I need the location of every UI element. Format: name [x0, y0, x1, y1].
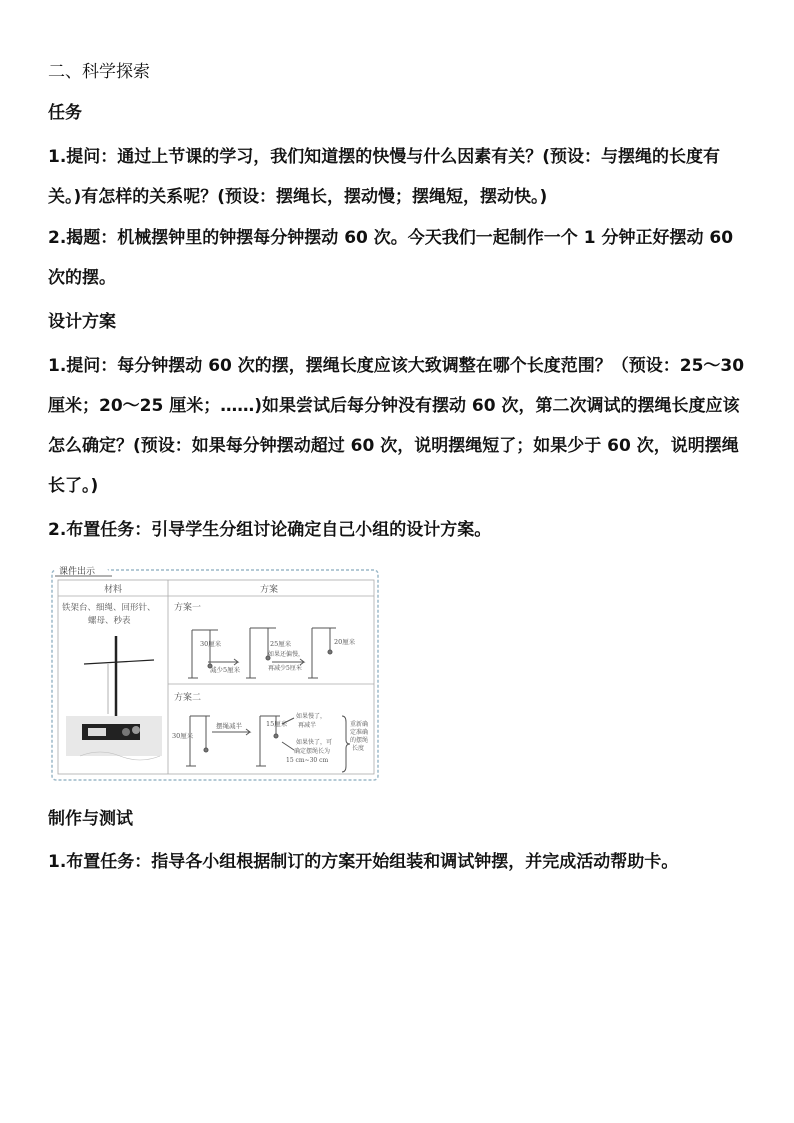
column-material: 材料 — [104, 585, 123, 595]
task-heading: 任务 — [48, 103, 82, 123]
materials-line-2: 螺母、秒表 — [88, 616, 131, 626]
plan1-title: 方案一 — [174, 603, 202, 613]
task-paragraph-1: 1.提问：通过上节课的学习，我们知道摆的快慢与什么因素有关？(预设：与摆绳的长度有关。)有怎样的关系呢？(预设：摆绳长，摆动慢；摆绳短，摆动快。) — [48, 147, 721, 207]
plan2-length-2: 15厘米 — [266, 720, 288, 728]
courseware-figure — [50, 566, 380, 782]
design-heading: 设计方案 — [48, 312, 116, 332]
plan1-length-3: 20厘米 — [334, 638, 356, 646]
plan2-result-3: 的摆绳 — [350, 737, 369, 744]
task-paragraph-2: 2.揭题：机械摆钟里的钟摆每分钟摆动 60 次。今天我们一起制作一个 1 分钟正好摆动 60 次的摆。 — [48, 228, 734, 288]
plan2-length-1: 30厘米 — [172, 732, 194, 740]
figure-tag: 课件出示 — [59, 567, 96, 577]
design-plan-diagram — [50, 566, 380, 782]
plan1-note-1: 如果还偏慢， — [268, 651, 305, 658]
section-title: 二、科学探索 — [48, 62, 150, 82]
plan1-length-1: 30厘米 — [200, 640, 222, 648]
make-heading: 制作与测试 — [48, 809, 133, 829]
materials-line-1: 铁架台、细绳、回形针、 — [62, 603, 156, 613]
plan2-title: 方案二 — [174, 693, 202, 703]
make-paragraph-1: 1.布置任务：指导各小组根据制订的方案开始组装和调试钟摆，并完成活动帮助卡。 — [48, 852, 679, 872]
plan1-length-2: 25厘米 — [270, 640, 292, 648]
plan2-branch-2a: 如果快了，可 — [296, 739, 333, 746]
plan2-branch-2c: 15 cm~30 cm — [286, 757, 329, 764]
plan2-result-1: 重新确 — [350, 721, 369, 728]
plan2-branch-1b: 再减半 — [298, 722, 317, 729]
plan2-result-4: 长度 — [352, 745, 365, 752]
plan2-step-1: 摆绳减半 — [216, 722, 242, 730]
iron-stand-photo — [62, 628, 164, 772]
plan2-result-2: 定准确 — [350, 729, 369, 736]
plan1-note-2: 再减少5厘米 — [268, 665, 302, 672]
design-paragraph-2: 2.布置任务：引导学生分组讨论确定自己小组的设计方案。 — [48, 520, 492, 540]
plan2-branch-2b: 确定摆绳长为 — [294, 748, 331, 755]
plan1-step-1: 减少5厘米 — [210, 666, 241, 674]
design-paragraph-1: 1.提问：每分钟摆动 60 次的摆，摆绳长度应该大致调整在哪个长度范围？（预设：25～30 厘米；20～25 厘米；……)如果尝试后每分钟没有摆动 60 次，第二次调试的摆绳长度应该怎么确定？(预设：如果每分钟摆动超过 60 次，说明摆绳短了；如果少于 60 次，说明摆绳长了。) — [48, 356, 745, 496]
plan2-branch-1a: 如果慢了， — [296, 713, 327, 720]
column-plan: 方案 — [260, 585, 279, 595]
